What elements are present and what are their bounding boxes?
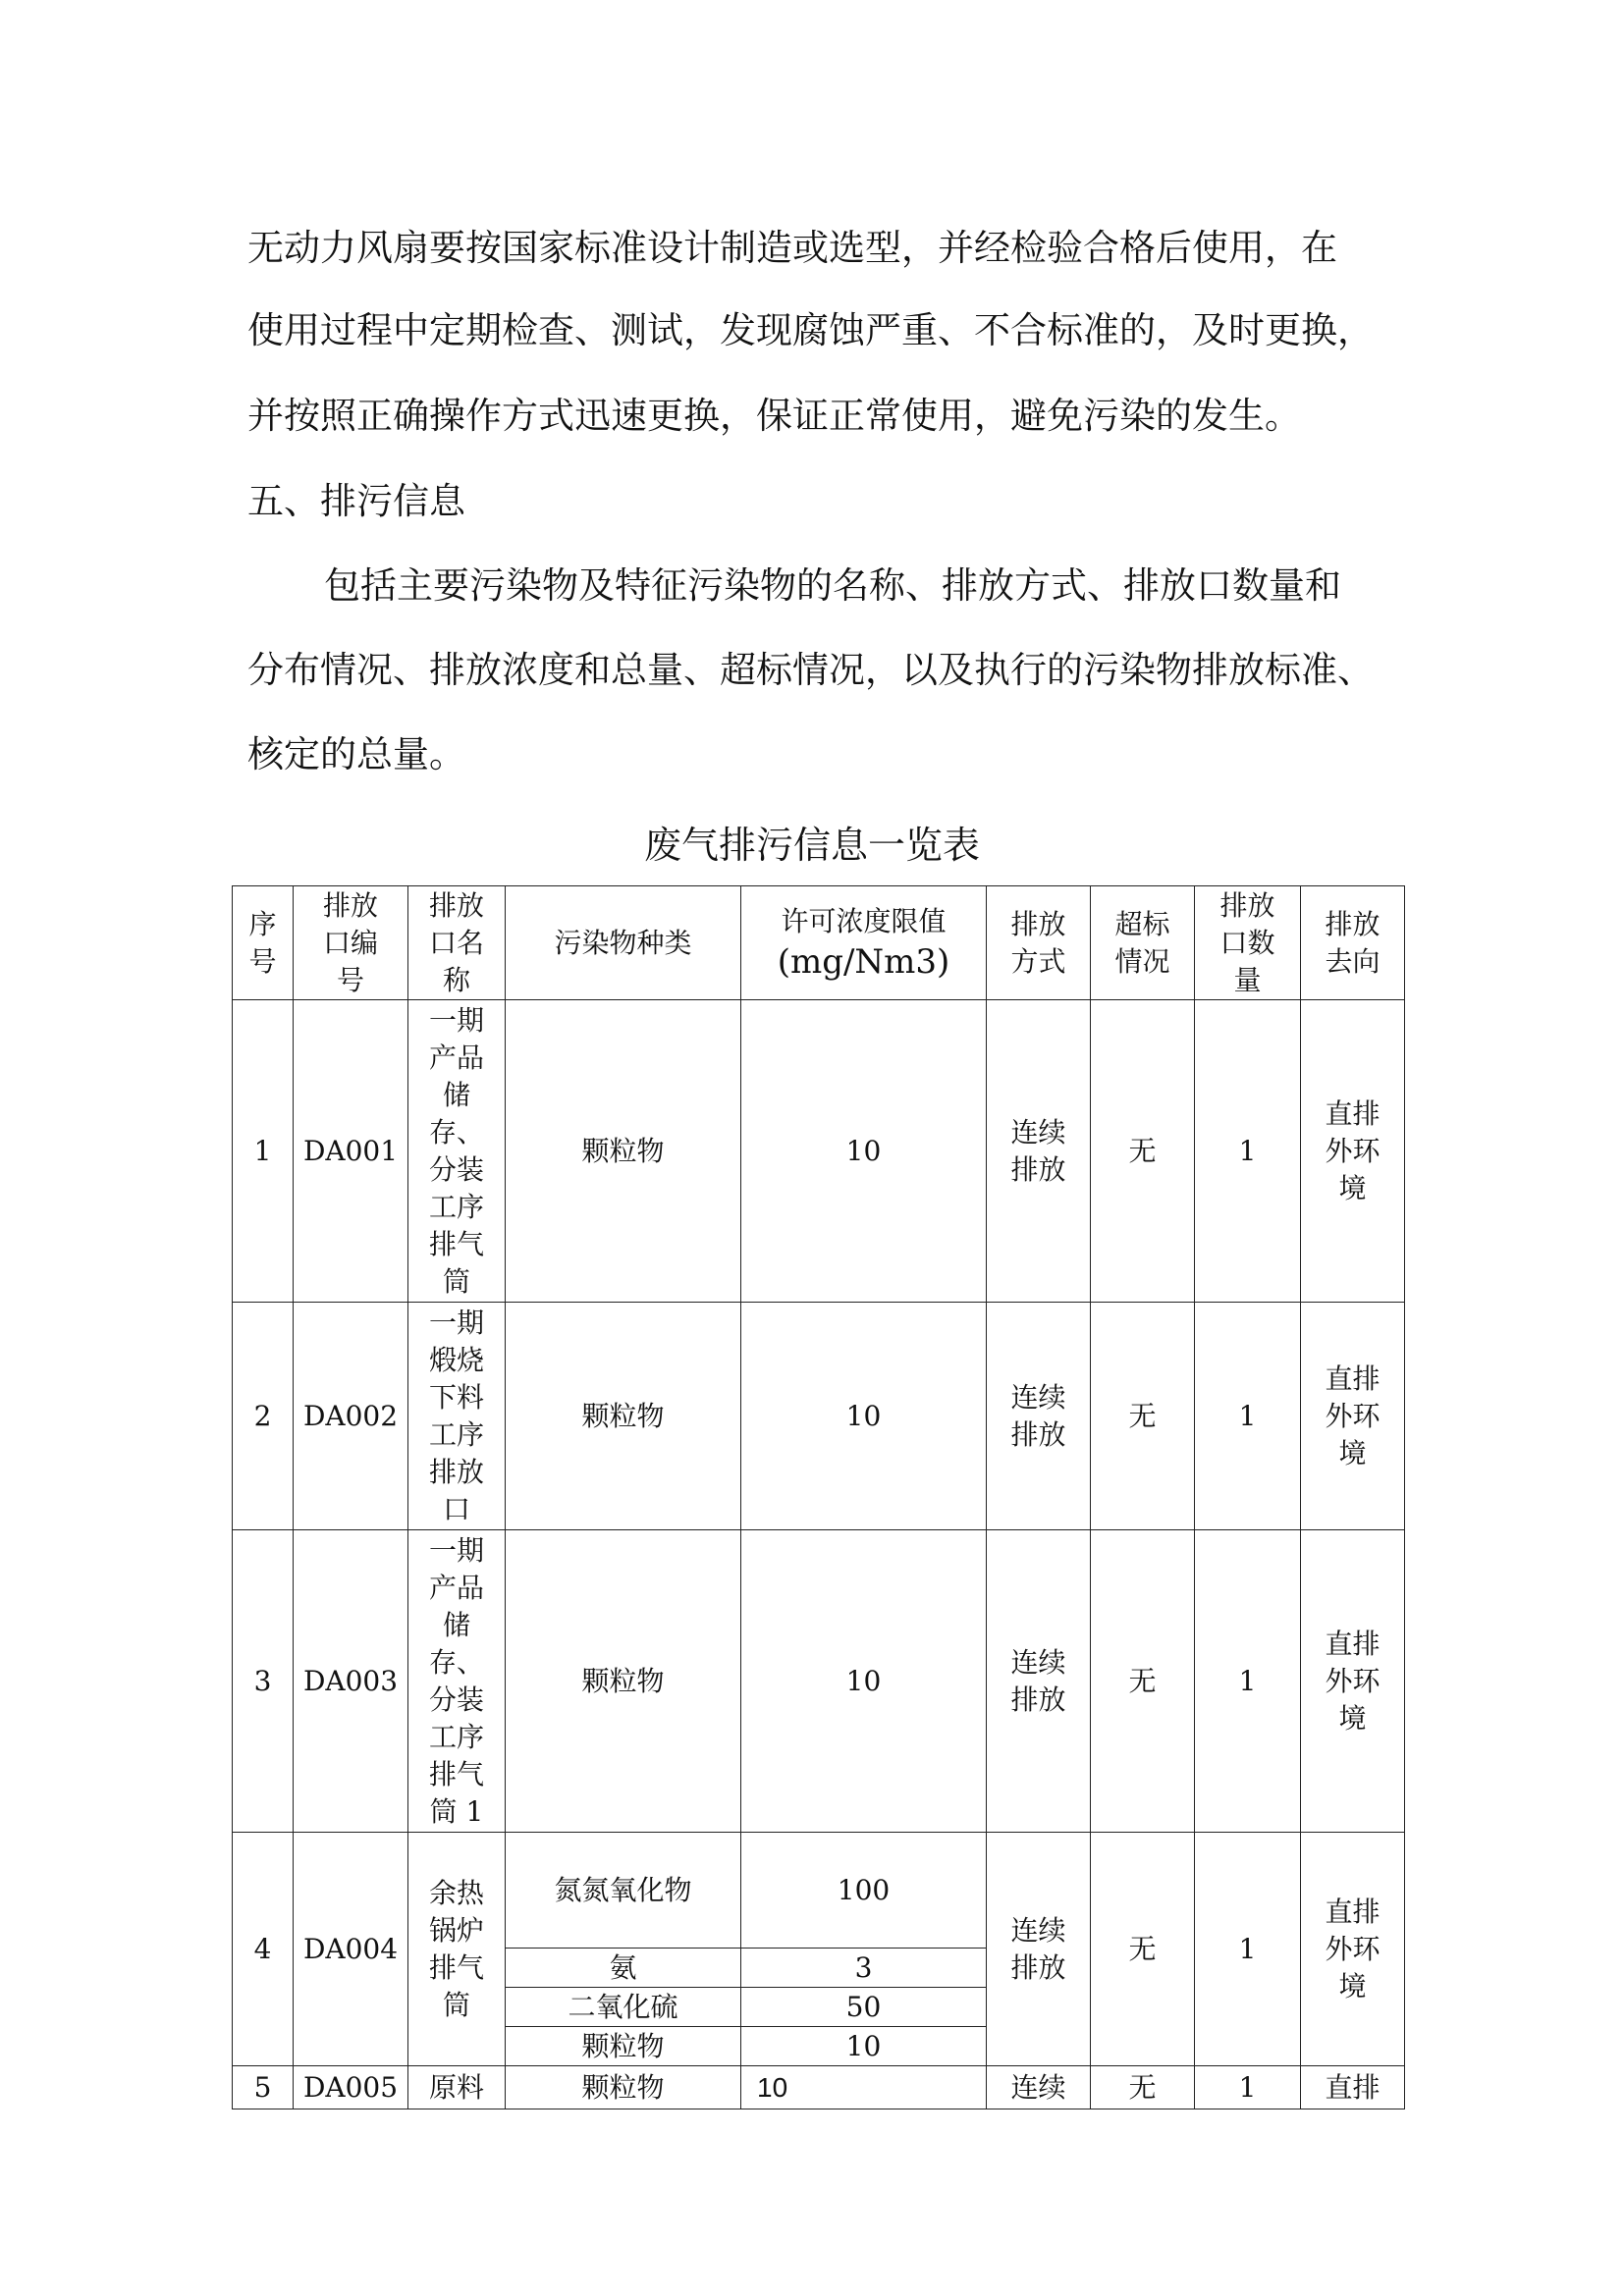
- cell-method: 连续: [987, 2066, 1091, 2109]
- table-row: [233, 1000, 1405, 1303]
- cell-count: 1: [1195, 1833, 1301, 2066]
- cell-count: 1: [1195, 1303, 1301, 1530]
- paragraph-line: 并按照正确操作方式迅速更换，保证正常使用，避免污染的发生。: [247, 395, 1301, 437]
- paragraph-line: 使用过程中定期检查、测试，发现腐蚀严重、不合标准的，及时更换，: [247, 309, 1374, 351]
- cell-exceed: 无: [1091, 1303, 1195, 1530]
- cell-seq: 2: [233, 1303, 294, 1530]
- cell-pollutant: 颗粒物: [506, 1530, 741, 1833]
- cell-destination: 直排外环境: [1301, 1833, 1405, 2066]
- cell-limit: 10: [741, 1303, 987, 1530]
- emission-table: [232, 885, 1405, 2109]
- cell-limit: 50: [741, 1988, 987, 2027]
- cell-code: DA005: [294, 2066, 408, 2109]
- cell-pollutant: 氮氮氧化物: [506, 1833, 741, 1949]
- cell-seq: 5: [233, 2066, 294, 2109]
- cell-pollutant: 氨: [506, 1949, 741, 1988]
- header-limit: [741, 886, 987, 1000]
- header-exceed: 超标情况: [1091, 886, 1195, 1000]
- table-row: [233, 1833, 1405, 1949]
- cell-pollutant: 二氧化硫: [506, 1988, 741, 2027]
- cell-code: DA004: [294, 1833, 408, 2066]
- cell-limit: 10: [741, 2066, 987, 2109]
- cell-name: 原料: [408, 2066, 506, 2109]
- header-destination: 排放去向: [1301, 886, 1405, 1000]
- header-method: 排放方式: [987, 886, 1091, 1000]
- paragraph-line: 包括主要污染物及特征污染物的名称、排放方式、排放口数量和: [324, 564, 1341, 607]
- header-seq: 序号: [233, 886, 294, 1000]
- cell-limit: 10: [741, 2027, 987, 2066]
- paragraph-line: 分布情况、排放浓度和总量、超标情况，以及执行的污染物排放标准、: [247, 649, 1374, 691]
- paragraph-line: 无动力风扇要按国家标准设计制造或选型，并经检验合格后使用，在: [247, 227, 1337, 269]
- cell-pollutant: 颗粒物: [506, 1303, 741, 1530]
- cell-pollutant: 颗粒物: [506, 2066, 741, 2109]
- paragraph-line: 核定的总量。: [247, 733, 465, 775]
- cell-method: 连续排放: [987, 1303, 1091, 1530]
- section-heading: 五、排污信息: [247, 480, 465, 522]
- cell-seq: 3: [233, 1530, 294, 1833]
- cell-code: DA003: [294, 1530, 408, 1833]
- table-row: [233, 1303, 1405, 1530]
- cell-limit: 3: [741, 1949, 987, 1988]
- cell-name: 一期煅烧下料工序排放口: [408, 1303, 506, 1530]
- cell-seq: 4: [233, 1833, 294, 2066]
- cell-exceed: 无: [1091, 1530, 1195, 1833]
- cell-name: 一期产品储存、分装工序排气筒: [408, 1000, 506, 1303]
- cell-destination: 直排外环境: [1301, 1303, 1405, 1530]
- cell-count: 1: [1195, 1530, 1301, 1833]
- cell-limit: 100: [741, 1833, 987, 1949]
- header-count: 排放口数量: [1195, 886, 1301, 1000]
- table-header-row: [233, 886, 1405, 1000]
- cell-destination: 直排外环境: [1301, 1530, 1405, 1833]
- cell-limit: 10: [741, 1530, 987, 1833]
- table-row: [233, 2066, 1405, 2109]
- cell-exceed: 无: [1091, 1833, 1195, 2066]
- cell-method: 连续排放: [987, 1000, 1091, 1303]
- cell-method: 连续排放: [987, 1530, 1091, 1833]
- header-pollutant: 污染物种类: [506, 886, 741, 1000]
- cell-pollutant: 颗粒物: [506, 2027, 741, 2066]
- header-outlet-code: 排放口编号: [294, 886, 408, 1000]
- table-row: [233, 1530, 1405, 1833]
- cell-name: 一期产品储存、分装工序排气筒 1: [408, 1530, 506, 1833]
- cell-pollutant: 颗粒物: [506, 1000, 741, 1303]
- header-outlet-name: 排放口名称: [408, 886, 506, 1000]
- cell-code: DA002: [294, 1303, 408, 1530]
- cell-exceed: 无: [1091, 2066, 1195, 2109]
- cell-method: 连续排放: [987, 1833, 1091, 2066]
- cell-destination: 直排: [1301, 2066, 1405, 2109]
- cell-count: 1: [1195, 1000, 1301, 1303]
- cell-name: 余热锅炉排气筒: [408, 1833, 506, 2066]
- cell-exceed: 无: [1091, 1000, 1195, 1303]
- header-limit-unit: (mg/Nm3): [777, 941, 950, 982]
- table-caption: 废气排污信息一览表: [643, 824, 980, 867]
- cell-code: DA001: [294, 1000, 408, 1303]
- cell-count: 1: [1195, 2066, 1301, 2109]
- header-limit-label: 许可浓度限值: [781, 904, 947, 937]
- cell-destination: 直排外环境: [1301, 1000, 1405, 1303]
- cell-seq: 1: [233, 1000, 294, 1303]
- cell-limit: 10: [741, 1000, 987, 1303]
